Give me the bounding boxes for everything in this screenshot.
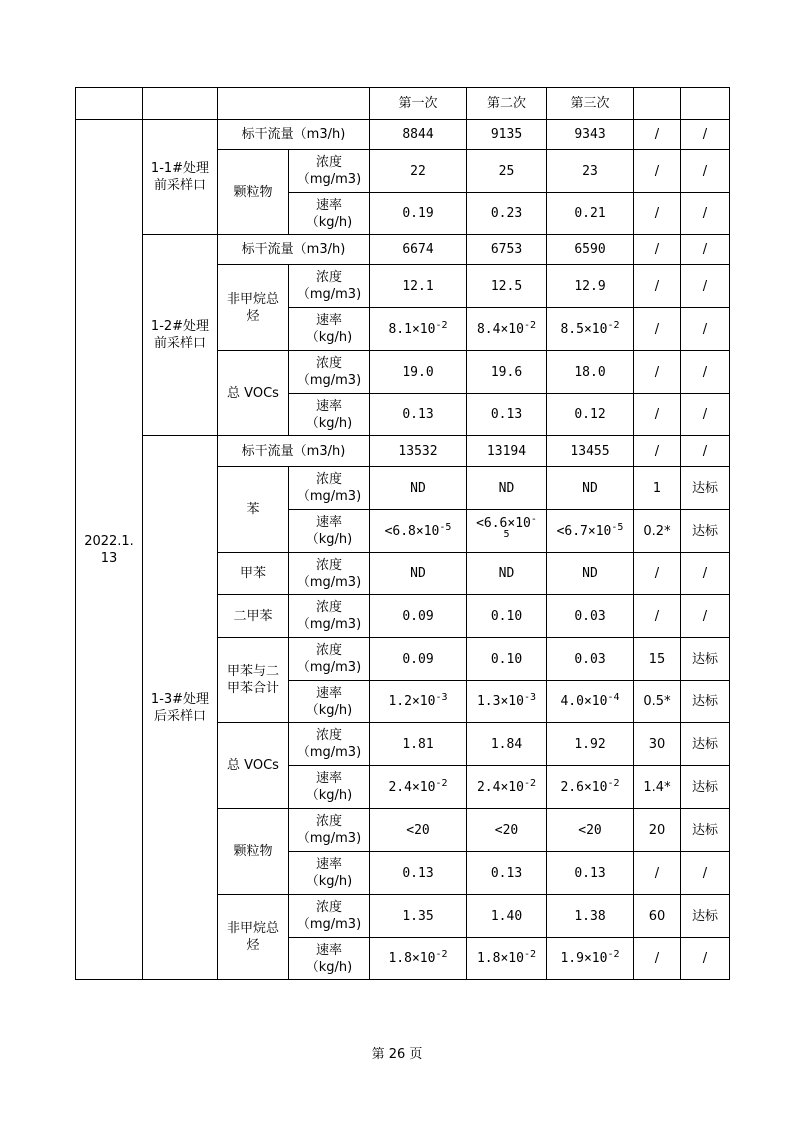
pollutant-benzene: 苯 [218, 467, 289, 553]
value-cell: 1.40 [467, 895, 547, 938]
value-cell: 0.13 [370, 394, 467, 436]
sci-value-cell: $<6.6\times 10^{- 5}$ [467, 510, 547, 553]
value-cell: 1.92 [547, 723, 634, 766]
result-cell: / [681, 351, 730, 394]
value-cell: 0.13 [467, 394, 547, 436]
conc-label: 浓度 （mg/m3) [289, 553, 370, 595]
limit-cell: 1 [634, 467, 681, 510]
result-cell: / [681, 193, 730, 235]
pollutant-tvoc: 总 VOCs [218, 351, 289, 436]
result-cell: / [681, 938, 730, 980]
limit-cell: / [634, 150, 681, 193]
result-cell: / [681, 235, 730, 265]
value-cell: 1.38 [547, 895, 634, 938]
header-blank-cell [143, 88, 218, 120]
value-cell: <20 [467, 809, 547, 852]
limit-cell: 0.5* [634, 681, 681, 723]
value-cell: 0.09 [370, 595, 467, 638]
pollutant-particulate: 颗粒物 [218, 150, 289, 235]
limit-cell: / [634, 235, 681, 265]
limit-cell: / [634, 938, 681, 980]
sci-value-cell: $1.3\times 10^{-3}$ [467, 681, 547, 723]
conc-label: 浓度 （mg/m3) [289, 150, 370, 193]
value-cell: 25 [467, 150, 547, 193]
sci-value-cell: $4.0\times 10^{-4}$ [547, 681, 634, 723]
sci-value-cell: $2.4\times 10^{-2}$ [467, 766, 547, 809]
table-row [76, 120, 730, 150]
conc-label: 浓度 （mg/m3) [289, 351, 370, 394]
result-cell: / [681, 308, 730, 351]
value-cell: <20 [370, 809, 467, 852]
limit-cell: 0.2* [634, 510, 681, 553]
value-cell: 6753 [467, 235, 547, 265]
limit-cell: 20 [634, 809, 681, 852]
value-cell: 0.21 [547, 193, 634, 235]
limit-cell: 15 [634, 638, 681, 681]
header-run3: 第三次 [547, 88, 634, 120]
limit-cell: / [634, 394, 681, 436]
conc-label: 浓度 （mg/m3) [289, 595, 370, 638]
value-cell: ND [467, 467, 547, 510]
value-cell: 0.09 [370, 638, 467, 681]
limit-cell: / [634, 436, 681, 467]
header-blank-cell [76, 88, 143, 120]
value-cell: 22 [370, 150, 467, 193]
page-number: 第 26 页 [371, 1047, 423, 1062]
conc-label: 浓度 （mg/m3) [289, 467, 370, 510]
conc-label: 浓度 （mg/m3) [289, 809, 370, 852]
pollutant-xylene: 二甲苯 [218, 595, 289, 638]
pollutant-toluene-xylene-total: 甲苯与二 甲苯合计 [218, 638, 289, 723]
pollutant-particulate: 颗粒物 [218, 809, 289, 895]
flow-label: 标干流量（m3/h) [218, 120, 370, 150]
value-cell: 23 [547, 150, 634, 193]
conc-label: 浓度 （mg/m3) [289, 638, 370, 681]
result-cell: 达标 [681, 895, 730, 938]
table-row [76, 436, 730, 467]
limit-cell: / [634, 852, 681, 895]
value-cell: ND [467, 553, 547, 595]
conc-label: 浓度 （mg/m3) [289, 723, 370, 766]
pollutant-tvoc: 总 VOCs [218, 723, 289, 809]
limit-cell: / [634, 120, 681, 150]
result-cell: 达标 [681, 638, 730, 681]
value-cell: ND [547, 467, 634, 510]
sampling-point-2: 1-2#处理 前采样口 [143, 235, 218, 436]
sci-value-cell: $1.2\times 10^{-3}$ [370, 681, 467, 723]
value-cell: 1.81 [370, 723, 467, 766]
result-cell: / [681, 394, 730, 436]
sci-value-cell: $8.1\times 10^{-2}$ [370, 308, 467, 351]
table-row [76, 235, 730, 265]
limit-cell: 60 [634, 895, 681, 938]
result-cell: 达标 [681, 510, 730, 553]
value-cell: 18.0 [547, 351, 634, 394]
value-cell: 6590 [547, 235, 634, 265]
sci-value-cell: $2.6\times 10^{-2}$ [547, 766, 634, 809]
value-cell: 12.5 [467, 265, 547, 308]
rate-label: 速率 （kg/h) [289, 193, 370, 235]
limit-cell: / [634, 595, 681, 638]
result-cell: 达标 [681, 809, 730, 852]
value-cell: 0.10 [467, 595, 547, 638]
result-cell: 达标 [681, 766, 730, 809]
header-run1: 第一次 [370, 88, 467, 120]
result-cell: / [681, 852, 730, 895]
result-cell: / [681, 595, 730, 638]
value-cell: ND [370, 553, 467, 595]
header-run2: 第二次 [467, 88, 547, 120]
value-cell: ND [547, 553, 634, 595]
value-cell: 0.13 [547, 852, 634, 895]
value-cell: 0.10 [467, 638, 547, 681]
value-cell: 12.9 [547, 265, 634, 308]
value-cell: 0.13 [370, 852, 467, 895]
rate-label: 速率 （kg/h) [289, 510, 370, 553]
pollutant-nmhc: 非甲烷总 烃 [218, 895, 289, 980]
header-blank-cell [681, 88, 730, 120]
table-header-row [76, 88, 730, 120]
result-cell: / [681, 436, 730, 467]
value-cell: 12.1 [370, 265, 467, 308]
value-cell: 13532 [370, 436, 467, 467]
value-cell: 0.03 [547, 595, 634, 638]
monitoring-table [75, 87, 730, 980]
value-cell: 6674 [370, 235, 467, 265]
pollutant-toluene: 甲苯 [218, 553, 289, 595]
limit-cell: / [634, 308, 681, 351]
result-cell: / [681, 120, 730, 150]
limit-cell: 1.4* [634, 766, 681, 809]
value-cell: 0.03 [547, 638, 634, 681]
value-cell: ND [370, 467, 467, 510]
result-cell: 达标 [681, 723, 730, 766]
result-cell: / [681, 553, 730, 595]
value-cell: 0.19 [370, 193, 467, 235]
value-cell: 8844 [370, 120, 467, 150]
sci-value-cell: $8.5\times 10^{-2}$ [547, 308, 634, 351]
limit-cell: / [634, 193, 681, 235]
sci-value-cell: $2.4\times 10^{-2}$ [370, 766, 467, 809]
header-blank-cell [634, 88, 681, 120]
rate-label: 速率 （kg/h) [289, 308, 370, 351]
result-cell: / [681, 265, 730, 308]
flow-label: 标干流量（m3/h) [218, 436, 370, 467]
result-cell: 达标 [681, 681, 730, 723]
value-cell: 13194 [467, 436, 547, 467]
limit-cell: / [634, 553, 681, 595]
sampling-point-3: 1-3#处理 后采样口 [143, 436, 218, 980]
result-cell: / [681, 150, 730, 193]
header-blank-cell [218, 88, 370, 120]
value-cell: 19.0 [370, 351, 467, 394]
sci-value-cell: $1.8\times 10^{-2}$ [370, 938, 467, 980]
limit-cell: 30 [634, 723, 681, 766]
limit-cell: / [634, 351, 681, 394]
rate-label: 速率 （kg/h) [289, 852, 370, 895]
result-cell: 达标 [681, 467, 730, 510]
sci-value-cell: $8.4\times 10^{-2}$ [467, 308, 547, 351]
value-cell: <20 [547, 809, 634, 852]
rate-label: 速率 （kg/h) [289, 394, 370, 436]
sci-value-cell: $<6.7\times 10^{-5}$ [547, 510, 634, 553]
sci-value-cell: $1.9\times 10^{-2}$ [547, 938, 634, 980]
limit-cell: / [634, 265, 681, 308]
value-cell: 1.35 [370, 895, 467, 938]
sampling-point-1: 1-1#处理 前采样口 [143, 120, 218, 235]
pollutant-nmhc: 非甲烷总 烃 [218, 265, 289, 351]
value-cell: 0.23 [467, 193, 547, 235]
conc-label: 浓度 （mg/m3) [289, 895, 370, 938]
sci-value-cell: $<6.8\times 10^{-5}$ [370, 510, 467, 553]
value-cell: 19.6 [467, 351, 547, 394]
value-cell: 0.13 [467, 852, 547, 895]
date-cell: 2022.1. 13 [76, 120, 143, 980]
rate-label: 速率 （kg/h) [289, 766, 370, 809]
value-cell: 13455 [547, 436, 634, 467]
rate-label: 速率 （kg/h) [289, 681, 370, 723]
rate-label: 速率 （kg/h) [289, 938, 370, 980]
value-cell: 9135 [467, 120, 547, 150]
sci-value-cell: $1.8\times 10^{-2}$ [467, 938, 547, 980]
value-cell: 9343 [547, 120, 634, 150]
value-cell: 0.12 [547, 394, 634, 436]
value-cell: 1.84 [467, 723, 547, 766]
conc-label: 浓度 （mg/m3) [289, 265, 370, 308]
flow-label: 标干流量（m3/h) [218, 235, 370, 265]
